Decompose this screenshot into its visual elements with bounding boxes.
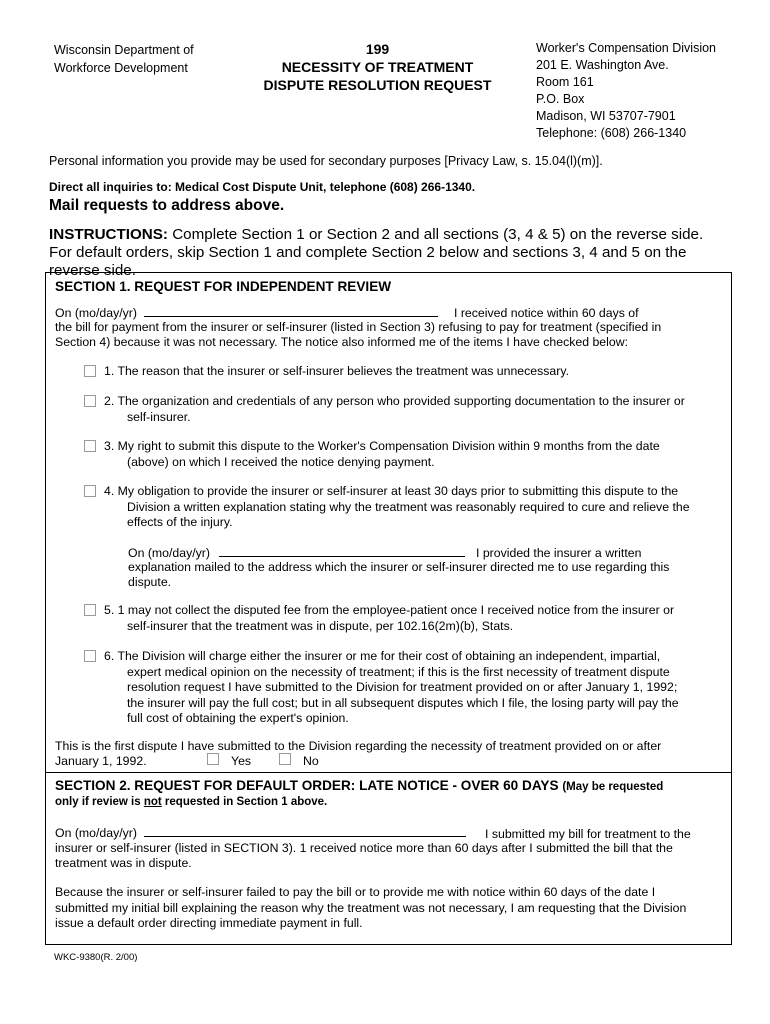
- item2-checkbox[interactable]: [84, 395, 96, 407]
- item-text: self-insurer.: [127, 409, 191, 424]
- item-text: expert medical opinion on the necessity of treatment; if this is the first necessity of treatment dispute: [127, 664, 670, 679]
- item-text: 6. The Division will charge either the insurer or me for their cost of obtaining an independent, impartial,: [104, 649, 661, 663]
- item-text: resolution request I have submitted to the Division for treatment provided on or after January 1, 1992;: [127, 680, 678, 694]
- item-text: 3. My right to submit this dispute to the Worker's Compensation Division within 9 months from the date: [104, 439, 660, 453]
- section2-title-note: [55, 796, 327, 808]
- on-date-label: On (mo/day/yr): [128, 546, 210, 560]
- form-id: WKC-9380(R. 2/00): [54, 952, 138, 963]
- first-dispute-line-2: January 1, 1992.: [55, 754, 147, 768]
- item-text: Division a written explanation stating why the treatment was reasonably required to cure and relieve the: [127, 499, 690, 514]
- title-line-2: DISPUTE RESOLUTION REQUEST: [263, 77, 492, 93]
- item1-checkbox[interactable]: [84, 365, 96, 377]
- instructions-text: Complete Section 1 or Section 2 and all sections (3, 4 & 5) on the reverse side. For default orders, skip Section 1 and complete Section 2 below and sections 3, 4 and 5 on the reverse side.: [49, 226, 704, 279]
- item-text: 1. The reason that the insurer or self-insurer believes the treatment was unnecessary.: [104, 364, 570, 378]
- checklist-item-4: [104, 484, 690, 531]
- item-text: self-insurer that the treatment was in dispute, per 102.16(2m)(b), Stats.: [127, 618, 514, 633]
- no-label: No: [303, 754, 319, 768]
- section1-date-row: [55, 304, 438, 322]
- form-number: 199: [365, 41, 390, 57]
- item3-checkbox[interactable]: [84, 440, 96, 452]
- form-title: [240, 40, 515, 94]
- section1-notice-a: I received notice within 60 days of: [454, 306, 639, 320]
- privacy-notice: Personal information you provide may be used for secondary purposes [Privacy Law, s. 15.04(l)(m)].: [49, 154, 603, 168]
- address-line: 201 E. Washington Ave.: [536, 58, 669, 72]
- agency-line-2: Workforce Development: [54, 61, 188, 75]
- checklist-item-3: [104, 439, 660, 470]
- section2-para-3: issue a default order directing immediate payment in full.: [55, 916, 363, 930]
- item-text: 5. 1 may not collect the disputed fee from the employee-patient once I received notice from the insurer or: [104, 603, 675, 617]
- agency-name: [54, 41, 194, 77]
- section1-notice-c: Section 4) because it was not necessary. The notice also informed me of the items I have checked below:: [55, 335, 629, 349]
- section2-date-row: [55, 824, 466, 842]
- inquiries-notice: Direct all inquiries to: Medical Cost Dispute Unit, telephone (608) 266-1340.: [49, 180, 476, 194]
- section2-title-note-a: (May be requested: [562, 781, 664, 793]
- item4-text-c: dispute.: [128, 575, 172, 589]
- section1-date-input[interactable]: [144, 304, 438, 317]
- item6-checkbox[interactable]: [84, 650, 96, 662]
- on-date-label: On (mo/day/yr): [55, 826, 137, 840]
- item-text: 4. My obligation to provide the insurer or self-insurer at least 30 days prior to submitting this dispute to the: [104, 484, 679, 498]
- item-text: full cost of obtaining the expert's opinion.: [127, 711, 349, 725]
- note-text: requested in Section 1 above.: [161, 796, 328, 808]
- yes-label: Yes: [231, 754, 252, 768]
- address-line: Room 161: [536, 75, 594, 89]
- section2-para-2: submitted my initial bill explaining the reason why the treatment was not necessary, I am requesting that the Division: [55, 901, 687, 915]
- section2-text-b: insurer or self-insurer (listed in SECTION 3). 1 received notice more than 60 days after I submitted the bill that the: [55, 841, 673, 855]
- item-text: the insurer will pay the full cost; but in all subsequent disputes which I file, the losing party will pay the: [127, 695, 679, 710]
- item5-checkbox[interactable]: [84, 604, 96, 616]
- section2-para-1: Because the insurer or self-insurer failed to pay the bill or to provide me with notice within 60 days of the date I: [55, 885, 656, 899]
- checklist-item-1: [104, 364, 569, 380]
- section2-title: SECTION 2. REQUEST FOR DEFAULT ORDER: LATE NOTICE - OVER 60 DAYS: [55, 778, 559, 793]
- address-line: P.O. Box: [536, 92, 585, 106]
- yes-checkbox[interactable]: [207, 753, 219, 765]
- section2-title-row: [55, 778, 663, 793]
- checklist-item-6: [104, 649, 679, 727]
- instructions-label: INSTRUCTIONS:: [49, 226, 168, 243]
- title-line-1: NECESSITY OF TREATMENT: [281, 59, 474, 75]
- item-text: effects of the injury.: [127, 515, 233, 529]
- item-text: 2. The organization and credentials of any person who provided supporting documentation to the insurer or: [104, 394, 685, 408]
- item-text: (above) on which I received the notice denying payment.: [127, 454, 435, 469]
- section2-text-c: treatment was in dispute.: [55, 856, 192, 870]
- section-divider: [45, 772, 732, 773]
- first-dispute-line-1: This is the first dispute I have submitted to the Division regarding the necessity of treatment provided on or after: [55, 739, 662, 753]
- item4-date-input[interactable]: [219, 544, 465, 557]
- address-line: Madison, WI 53707-7901: [536, 109, 676, 123]
- address-line: Worker's Compensation Division: [536, 41, 716, 55]
- section2-text-a: I submitted my bill for treatment to the: [485, 827, 691, 841]
- note-not: not: [143, 796, 162, 808]
- division-address: [536, 40, 716, 142]
- item4-text-a: I provided the insurer a written: [476, 546, 642, 560]
- section1-notice-b: the bill for payment from the insurer or self-insurer (listed in Section 3) refusing to pay for treatment (specified in: [55, 320, 662, 334]
- item4-text-b: explanation mailed to the address which the insurer or self-insurer directed me to use regarding this: [128, 560, 670, 574]
- item4-checkbox[interactable]: [84, 485, 96, 497]
- mail-requests: Mail requests to address above.: [49, 197, 285, 214]
- item4-date-row: [128, 544, 465, 562]
- address-line: Telephone: (608) 266-1340: [536, 126, 687, 140]
- section2-date-input[interactable]: [144, 824, 466, 837]
- on-date-label: On (mo/day/yr): [55, 306, 137, 320]
- note-text: only if review is: [55, 796, 144, 808]
- section1-title: SECTION 1. REQUEST FOR INDEPENDENT REVIEW: [55, 279, 392, 294]
- checklist-item-5: [104, 603, 674, 634]
- agency-line-1: Wisconsin Department of: [54, 43, 194, 57]
- no-checkbox[interactable]: [279, 753, 291, 765]
- checklist-item-2: [104, 394, 685, 425]
